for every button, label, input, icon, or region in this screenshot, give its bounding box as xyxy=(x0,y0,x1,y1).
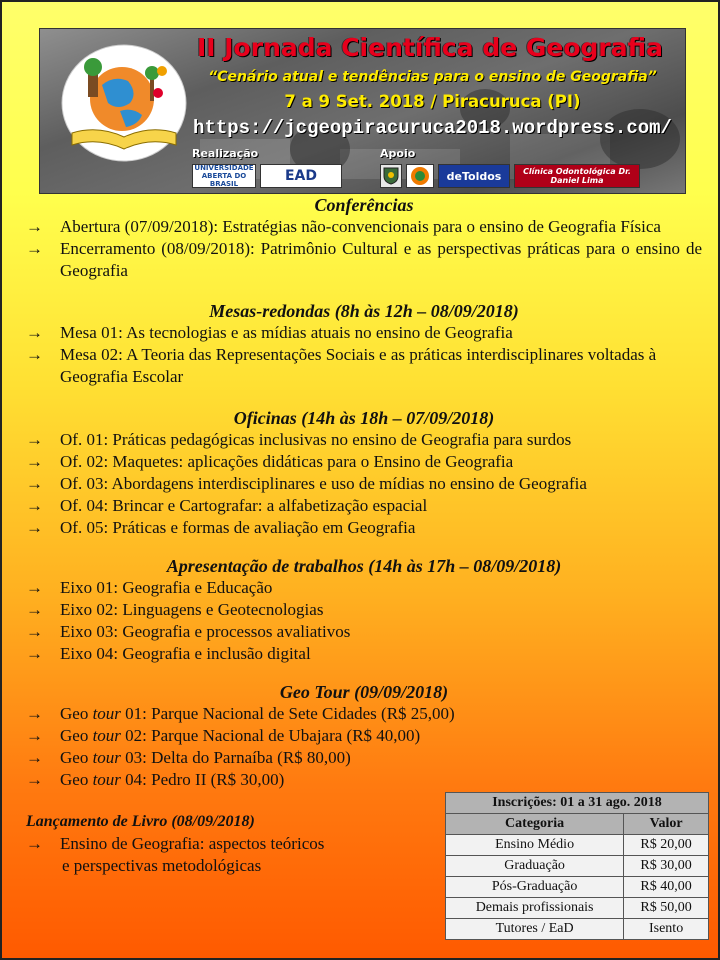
apoio-label: Apoio xyxy=(380,147,416,160)
list-item: → Mesa 02: A Teoria das Representações Sociais e as práticas interdisciplinares voltadas à Geografia Escolar xyxy=(26,345,657,386)
sponsor-uab-logo: UNIVERSIDADE ABERTA DO BRASIL xyxy=(192,164,256,188)
header-banner xyxy=(39,28,686,194)
arrow-icon: → xyxy=(26,834,43,853)
inscricoes-title: Inscrições: 01 a 31 ago. 2018 xyxy=(446,793,709,814)
arrow-icon: → xyxy=(26,726,43,745)
arrow-icon: → xyxy=(26,430,43,449)
realizacao-label: Realização xyxy=(192,147,259,160)
arrow-icon: → xyxy=(26,644,43,663)
sponsor-ead-logo: EAD xyxy=(260,164,342,188)
col-categoria: Categoria xyxy=(446,814,624,835)
arrow-icon: → xyxy=(26,496,43,515)
list-item: → Of. 03: Abordagens interdisciplinares e uso de mídias no ensino de Geografia xyxy=(26,474,587,493)
list-item: → Ensino de Geografia: aspectos teóricos xyxy=(26,834,325,853)
program-content xyxy=(26,192,702,877)
oficinas-title: Oficinas (14h às 18h – 07/09/2018) xyxy=(233,408,495,428)
table-row: Ensino Médio R$ 20,00 xyxy=(446,835,709,856)
table-row: Demais profissionais R$ 50,00 xyxy=(446,898,709,919)
arrow-icon: → xyxy=(26,452,43,471)
arrow-icon: → xyxy=(26,345,43,364)
list-item: → Abertura (07/09/2018): Estratégias não-convencionais para o ensino de Geografia Física xyxy=(26,217,661,236)
sponsor-round-logo-icon xyxy=(406,164,434,188)
event-website-link[interactable]: https://jcgeopiracuruca2018.wordpress.com/ xyxy=(193,117,672,139)
list-item: → Geo tour 02: Parque Nacional de Ubajara (R$ 40,00) xyxy=(26,726,421,745)
event-title: II Jornada Científica de Geografia xyxy=(196,33,664,62)
livro-title: Lançamento de Livro (08/09/2018) xyxy=(26,813,255,830)
arrow-icon: → xyxy=(26,600,43,619)
list-item: → Of. 04: Brincar e Cartografar: a alfabetização espacial xyxy=(26,496,428,515)
arrow-icon: → xyxy=(26,518,43,537)
list-item: → Of. 05: Práticas e formas de avaliação em Geografia xyxy=(26,518,416,537)
sponsor-clinica-logo: Clínica Odontológica Dr. Daniel Lima xyxy=(514,164,640,188)
table-row: Tutores / EaD Isento xyxy=(446,919,709,940)
livro-line-2: e perspectivas metodológicas xyxy=(62,856,262,875)
event-date-location: 7 a 9 Set. 2018 / Piracuruca (PI) xyxy=(284,92,581,111)
arrow-icon: → xyxy=(26,474,43,493)
list-item: → Geo tour 03: Delta do Parnaíba (R$ 80,00) xyxy=(26,748,351,767)
trabalhos-title: Apresentação de trabalhos (14h às 17h – 08/09/2018) xyxy=(166,556,562,576)
event-subtitle: “Cenário atual e tendências para o ensino de Geografia” xyxy=(208,69,657,85)
geotour-title: Geo Tour (09/09/2018) xyxy=(279,682,449,702)
table-row: Graduação R$ 30,00 xyxy=(446,856,709,877)
arrow-icon: → xyxy=(26,770,43,789)
arrow-icon: → xyxy=(26,239,43,258)
arrow-icon: → xyxy=(26,578,43,597)
arrow-icon: → xyxy=(26,323,43,342)
list-item: → Eixo 02: Linguagens e Geotecnologias xyxy=(26,600,324,619)
list-item: → Geo tour 04: Pedro II (R$ 30,00) xyxy=(26,770,285,789)
event-logo-globe-book xyxy=(58,41,190,169)
mesas-title: Mesas-redondas (8h às 12h – 08/09/2018) xyxy=(209,301,519,321)
conferencias-title: Conferências xyxy=(314,195,414,215)
arrow-icon: → xyxy=(26,704,43,723)
list-item: → Eixo 03: Geografia e processos avaliativos xyxy=(26,622,351,641)
arrow-icon: → xyxy=(26,217,43,236)
list-item: → Mesa 01: As tecnologias e as mídias atuais no ensino de Geografia xyxy=(26,323,513,342)
inscricoes-table xyxy=(445,792,709,940)
table-row: Pós-Graduação R$ 40,00 xyxy=(446,877,709,898)
col-valor: Valor xyxy=(624,814,709,835)
list-item: → Of. 02: Maquetes: aplicações didáticas para o Ensino de Geografia xyxy=(26,452,514,471)
arrow-icon: → xyxy=(26,622,43,641)
sponsor-detoldos-logo: deToldos xyxy=(438,164,510,188)
list-item: → Of. 01: Práticas pedagógicas inclusivas no ensino de Geografia para surdos xyxy=(26,430,572,449)
list-item: → Geo tour 01: Parque Nacional de Sete Cidades (R$ 25,00) xyxy=(26,704,455,723)
list-item: → Encerramento (08/09/2018): Patrimônio Cultural e as perspectivas práticas para o ensino de Geografia xyxy=(26,239,702,280)
arrow-icon: → xyxy=(26,748,43,767)
list-item: → Eixo 01: Geografia e Educação xyxy=(26,578,273,597)
list-item: → Eixo 04: Geografia e inclusão digital xyxy=(26,644,311,663)
sponsor-crest-icon xyxy=(380,164,402,188)
